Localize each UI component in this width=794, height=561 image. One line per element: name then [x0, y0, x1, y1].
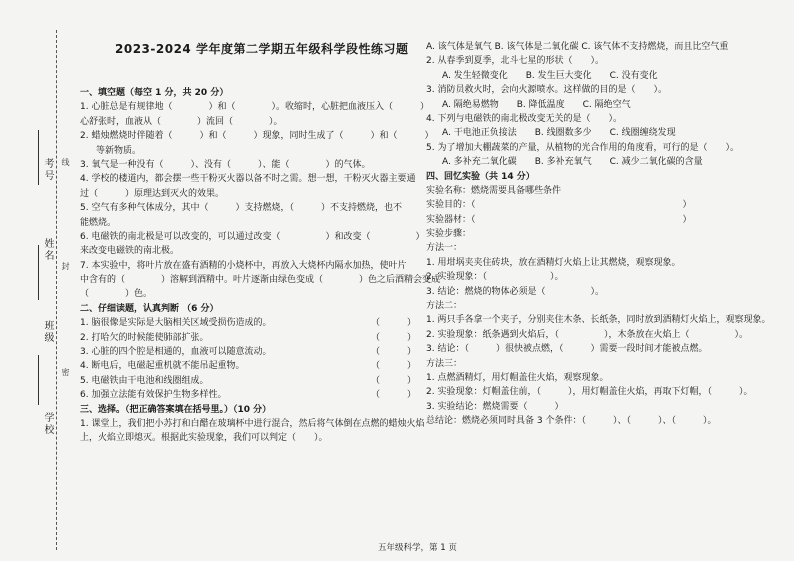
experiment-summary: 总结论：燃烧必须同时具备 3 个条件：（ ）、（ ）、（ ）。: [426, 416, 717, 427]
method-heading: 方法三：: [426, 358, 463, 369]
answer-paren: （ ）: [370, 375, 416, 386]
experiment-line: 1. 两只手各拿一个夹子，分别夹住木条、长纸条，同时放到酒精灯火焰上，观察现象。: [426, 315, 771, 326]
choice-options: A. 发生轻微变化 B. 发生巨大变化 C. 没有变化: [442, 70, 658, 81]
experiment-line: 实验目的：（ ）: [426, 200, 692, 211]
question-text: 来改变电磁铁的南北极。: [80, 246, 180, 257]
judge-text: 4. 断电后，电磁起重机就不能吊起重物。: [80, 361, 245, 372]
question-text: 1. 心脏总是有规律地（ ）和（ ）。收缩时，心脏把血液压入（ ）: [80, 102, 429, 113]
question-text: 3. 消防员救火时，会向火源喷水。这样做的目的是（ ）。: [426, 85, 667, 96]
judge-text: 6. 加强立法能有效保护生物多样性。: [80, 390, 227, 401]
judge-item: [80, 359, 416, 373]
judge-item: [80, 316, 416, 330]
experiment-line: 实验器材：（ ）: [426, 214, 692, 225]
question-text: 过（ ）原理达到灭火的效果。: [80, 188, 225, 199]
right-column: [426, 40, 776, 429]
page-footer: 五年级科学，第 1 页: [378, 543, 457, 553]
left-column: [80, 86, 441, 446]
experiment-line: 2. 实验现象：（ ）。: [426, 272, 564, 283]
section-judge-title: 二、仔细读题，认真判断 （6 分）: [80, 303, 219, 314]
exam-no-label: 考号: [42, 158, 53, 182]
judge-text: 5. 电磁铁由干电池和线圈组成。: [80, 375, 209, 386]
question-text: 6. 电磁铁的南北极是可以改变的，可以通过改变（ ）和改变（ ）: [80, 231, 425, 242]
answer-paren: （ ）: [370, 347, 416, 358]
section-choice-title: 三、选择。（把正确答案填在括号里。）（10 分）: [80, 404, 272, 415]
question-text: 2. 蜡烛燃烧时伴随着（ ）和（ ）现象，同时生成了（ ）和（ ）: [80, 131, 434, 142]
question-text: 7. 本实验中，将叶片放在盛有酒精的小烧杯中，再放入大烧杯内隔水加热，使叶片: [80, 260, 407, 271]
question-text: 4. 下列与电磁铁的南北极改变无关的是（ ）。: [426, 113, 622, 124]
answer-paren: （ ）: [370, 390, 416, 401]
class-label: 班级: [42, 320, 53, 344]
class-line: [38, 355, 40, 405]
judge-item: [80, 345, 416, 359]
question-text: 等新物质。: [96, 145, 142, 156]
choice-options: A. 隔绝易燃物 B. 降低温度 C. 隔绝空气: [442, 99, 631, 110]
method-heading: 方法二：: [426, 301, 463, 312]
choice-options: A. 干电池正负接法 B. 线圈数多少 C. 线圈缠绕发现: [442, 128, 676, 139]
judge-item: [80, 388, 416, 402]
judge-text: 2. 打哈欠的时候能使肺部扩张。: [80, 332, 209, 343]
answer-paren: （ ）: [370, 318, 416, 329]
seal-mark-secret: 密: [61, 368, 70, 376]
answer-paren: （ ）: [370, 361, 416, 372]
seal-mark-line: 线: [61, 158, 70, 166]
experiment-line: 3. 结论：燃烧的物体必须是（ ）。: [426, 286, 604, 297]
section-fill-blank-title: 一、填空题（每空 1 分，共 20 分）: [80, 88, 229, 98]
seal-mark-seal: 封: [61, 262, 70, 270]
judge-item: [80, 331, 416, 345]
experiment-line: 3. 实验结论：燃烧需要（ ）: [426, 401, 564, 412]
experiment-line: 2. 实验现象：纸条遇到火焰后，（ ），木条放在火焰上（ ）。: [426, 329, 748, 340]
question-text: 2. 从春季到夏季，北斗七星的形状（ ）。: [426, 56, 604, 67]
name-label: 姓名: [42, 238, 53, 262]
question-text: 5. 为了增加大棚蔬菜的产量，从植物的光合作用的角度看，可行的是（ ）。: [426, 142, 739, 153]
question-text: 3. 氧气是一种没有（ ）、没有（ ）、能（ ）的气体。: [80, 159, 371, 170]
judge-text: 3. 心脏的四个腔是相通的，血液可以随意流动。: [80, 347, 272, 358]
question-text: 心舒张时，血液从（ ）流回（ ）。: [80, 116, 283, 127]
section-experiment-title: 四、回忆实验（共 14 分）: [426, 171, 535, 182]
answer-paren: （ ）: [370, 332, 416, 343]
binding-margin: [0, 0, 68, 561]
question-text: 能燃烧。: [80, 217, 117, 228]
experiment-line: 3. 结论：（ ）很快被点燃，（ ）需要一段时间才能被点燃。: [426, 344, 708, 355]
question-text: 上，火焰立即熄灭。根据此实验现象，我们可以判定（ ）。: [80, 433, 328, 444]
choice-options: A. 多补充二氧化碳 B. 多补充氧气 C. 减少二氧化碳的含量: [442, 157, 703, 168]
school-label: 学校: [42, 412, 53, 436]
choice-options: A. 该气体是氧气 B. 该气体是二氧化碳 C. 该气体不支持燃烧，而且比空气重: [426, 42, 729, 52]
experiment-line: 1. 点燃酒精灯，用灯帽盖住火焰，观察现象。: [426, 372, 609, 383]
experiment-line: 1. 用坩埚夹夹住砖块，放在酒精灯火焰上让其燃烧，观察现象。: [426, 257, 681, 268]
question-text: （ ）色。: [80, 289, 153, 300]
judge-item: [80, 374, 416, 388]
experiment-line: 实验名称：燃烧需要具备哪些条件: [426, 185, 562, 196]
question-text: 5. 空气有多种气体成分，其中（ ）支持燃烧，（ ）不支持燃烧，也不: [80, 203, 402, 214]
cut-line: [56, 30, 57, 550]
experiment-line: 实验步骤：: [426, 229, 472, 240]
judge-text: 1. 脑很像是实际是大脑相关区域受损伤造成的。: [80, 318, 272, 329]
experiment-line: 2. 实验现象：灯帽盖住前，（ ），用灯帽盖住火焰，再取下灯帽，（ ）。: [426, 387, 753, 398]
question-text: 1. 课堂上，我们把小苏打和白醋在玻璃杯中进行混合，然后将气体倒在点燃的蜡烛火焰: [80, 418, 425, 429]
exam-title: 2023-2024 学年度第二学期五年级科学段性练习题: [115, 42, 409, 56]
method-heading: 方法一：: [426, 243, 463, 254]
question-text: 中含有的（ ）溶解到酒精中。叶片逐渐由绿色变成（ ）色之后酒精会变成: [80, 275, 441, 286]
question-text: 4. 学校的楼道内，都会摆一些干粉灭火器以备不时之需。想一想，干粉灭火器主要通: [80, 174, 416, 185]
